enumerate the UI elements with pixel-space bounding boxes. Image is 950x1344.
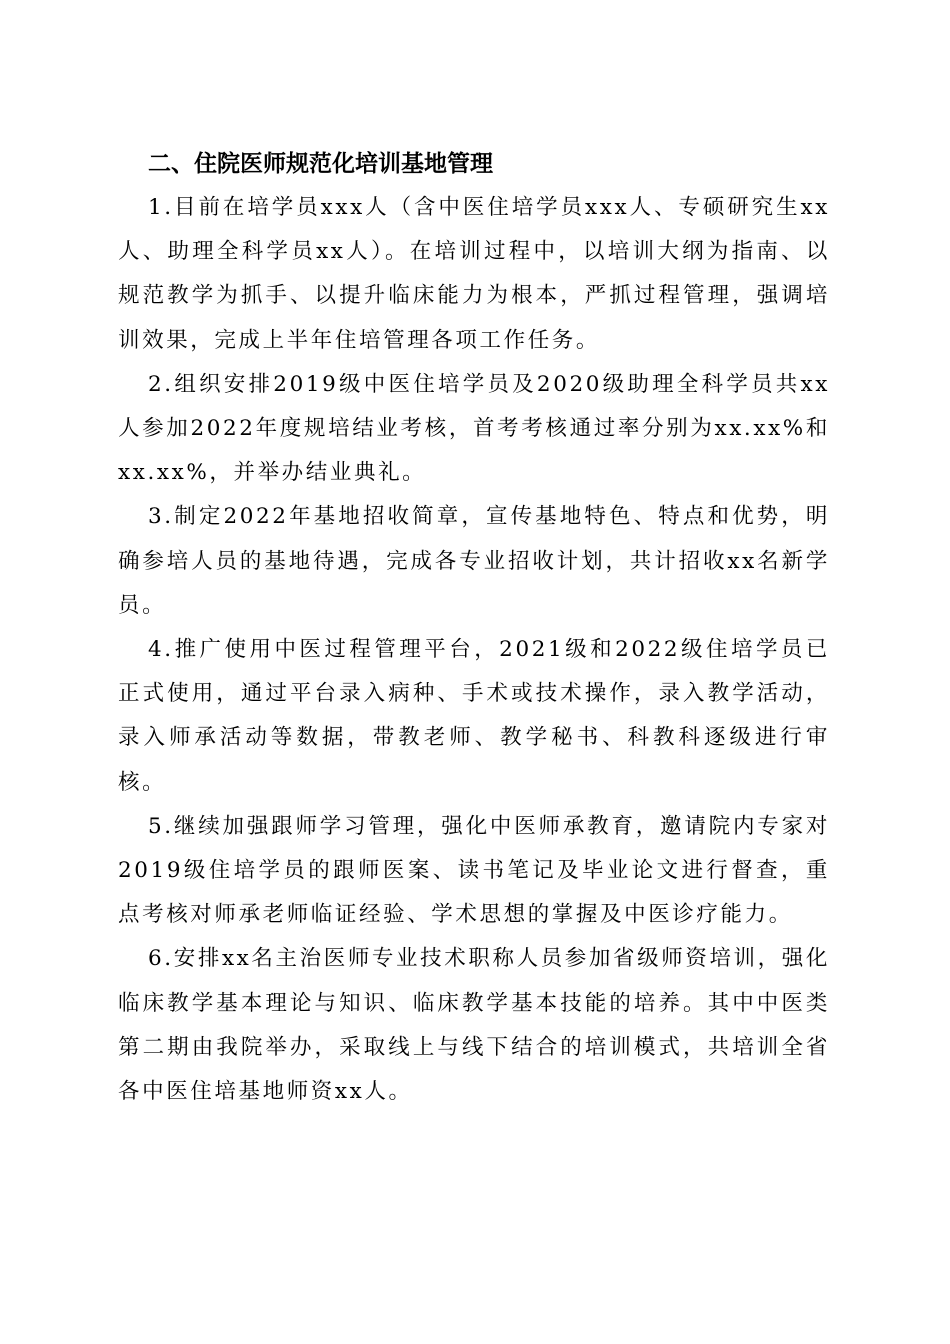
section-heading: 二、住院医师规范化培训基地管理 [148, 151, 493, 177]
paragraph-3-recruitment: 3.制定2022年基地招收简章，宣传基地特色、特点和优势，明确参培人员的基地待遇，完成各专业招收计划，共计招收xx名新学员。 [118, 504, 830, 618]
paragraph-6-faculty-training: 6.安排xx名主治医师专业技术职称人员参加省级师资培训，强化临床教学基本理论与知识、临床教学基本技能的培养。其中中医类第二期由我院举办，采取线上与线下结合的培训模式，共培训全省各中医住培基地师资xx人。 [118, 946, 830, 1105]
paragraph-4-management-platform: 4.推广使用中医过程管理平台，2021级和2022级住培学员已正式使用，通过平台录入病种、手术或技术操作，录入教学活动，录入师承活动等数据，带教老师、教学秘书、科教科逐级进行审核。 [118, 637, 830, 795]
paragraph-2-completion-exam: 2.组织安排2019级中医住培学员及2020级助理全科学员共xx人参加2022年度规培结业考核，首考考核通过率分别为xx.xx%和xx.xx%，并举办结业典礼。 [118, 371, 830, 486]
paragraph-5-mentorship: 5.继续加强跟师学习管理，强化中医师承教育，邀请院内专家对2019级住培学员的跟师医案、读书笔记及毕业论文进行督查，重点考核对师承老师临证经验、学术思想的掌握及中医诊疗能力。 [118, 813, 830, 928]
document-page [118, 142, 830, 1114]
paragraph-1-current-trainees: 1.目前在培学员xxx人（含中医住培学员xxx人、专硕研究生xx人、助理全科学员xx人）。在培训过程中，以培训大纲为指南、以规范教学为抓手、以提升临床能力为根本，严抓过程管理，强调培训效果，完成上半年住培管理各项工作任务。 [118, 195, 830, 353]
